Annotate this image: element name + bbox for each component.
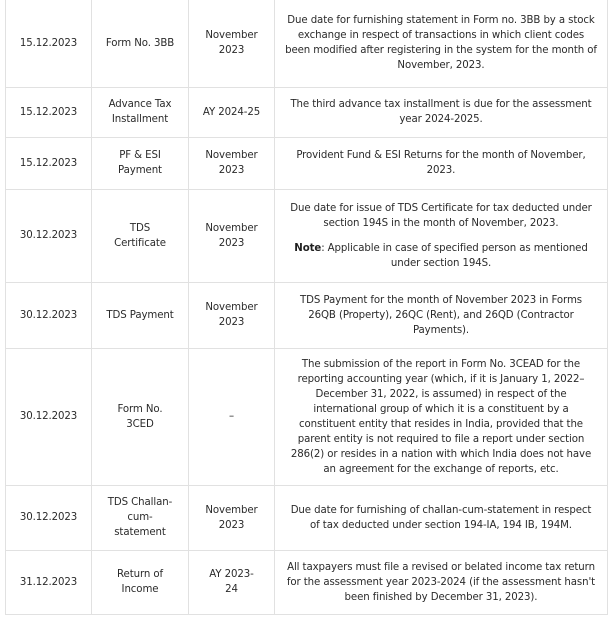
description-text: Due date for issue of TDS Certificate for tax deducted under section 194S in the month of November, 2023. <box>290 202 592 229</box>
table-row <box>6 0 608 87</box>
due-date-cell: 31.12.2023 <box>6 550 92 614</box>
due-date-cell: 30.12.2023 <box>6 348 92 485</box>
period-text: November 2023 <box>205 302 258 328</box>
description-cell: Provident Fund & ESI Returns for the month of November, 2023. <box>275 137 608 189</box>
period-cell <box>189 550 275 614</box>
description-cell: The submission of the report in Form No. 3CEAD for the reporting accounting year (which, if it is January 1, 2022–December 31, 2022, is assumed) in respect of the international group of which it is a constituent by a constituent entity that resides in India, provided that the parent entity is not required to file a report under section 286(2) or resides in a nation with which India does not have an agreement for the exchange of reports, etc. <box>275 348 608 485</box>
form-cell <box>92 550 189 614</box>
form-cell <box>92 0 189 87</box>
due-date-cell: 15.12.2023 <box>6 0 92 87</box>
period-text: AY 2023-24 <box>209 569 254 595</box>
table-row <box>6 87 608 137</box>
period-text: AY 2024-25 <box>202 106 261 118</box>
form-text: TDS Payment <box>106 309 174 321</box>
period-cell <box>189 348 275 485</box>
note-label: Note <box>294 242 322 254</box>
table-row <box>6 485 608 550</box>
period-cell <box>189 87 275 137</box>
form-cell <box>92 189 189 282</box>
period-text: November 2023 <box>205 222 258 249</box>
table-row <box>6 282 608 348</box>
table-row <box>6 348 608 485</box>
description-cell <box>275 189 608 282</box>
period-cell <box>189 189 275 282</box>
description-cell: Due date for furnishing of challan-cum-statement in respect of tax deducted under section 194-IA, 194 IB, 194M. <box>275 485 608 550</box>
table-row <box>6 137 608 189</box>
description-cell: Due date for furnishing statement in Form no. 3BB by a stock exchange in respect of transactions in which client codes been modified after registering in the system for the month of November, 2023. <box>275 0 608 87</box>
form-text: TDS Challan-cum-statement <box>107 497 173 538</box>
form-text: Form No. 3CED <box>117 403 163 430</box>
due-date-cell: 30.12.2023 <box>6 189 92 282</box>
due-dates-table <box>5 0 608 615</box>
description-cell: The third advance tax installment is due for the assessment year 2024-2025. <box>275 87 608 137</box>
form-text: TDS Certificate <box>114 222 166 249</box>
period-cell <box>189 137 275 189</box>
note-text: : Applicable in case of specified person as mentioned under section 194S. <box>321 242 588 269</box>
form-cell <box>92 348 189 485</box>
period-cell <box>189 282 275 348</box>
form-cell <box>92 485 189 550</box>
form-cell <box>92 137 189 189</box>
due-date-cell: 30.12.2023 <box>6 485 92 550</box>
form-cell <box>92 87 189 137</box>
form-text: PF & ESI Payment <box>118 150 162 176</box>
due-date-cell: 30.12.2023 <box>6 282 92 348</box>
form-text: Return of Income <box>117 569 163 595</box>
period-text: – <box>229 411 234 422</box>
table-row <box>6 550 608 614</box>
description-cell: All taxpayers must file a revised or belated income tax return for the assessment year 2023-2024 (if the assessment hasn't been finished by December 31, 2023). <box>275 550 608 614</box>
note-block <box>285 241 597 271</box>
period-text: November 2023 <box>205 30 258 57</box>
period-cell <box>189 485 275 550</box>
period-text: November 2023 <box>205 504 258 531</box>
due-date-cell: 15.12.2023 <box>6 137 92 189</box>
period-cell <box>189 0 275 87</box>
due-date-cell: 15.12.2023 <box>6 87 92 137</box>
form-text: Advance Tax Installment <box>108 99 172 125</box>
form-cell <box>92 282 189 348</box>
due-dates-table-container <box>5 0 607 629</box>
period-text: November 2023 <box>205 150 258 176</box>
table-row <box>6 189 608 282</box>
form-text: Form No. 3BB <box>105 37 175 49</box>
description-cell: TDS Payment for the month of November 2023 in Forms 26QB (Property), 26QC (Rent), and 26QD (Contractor Payments). <box>275 282 608 348</box>
